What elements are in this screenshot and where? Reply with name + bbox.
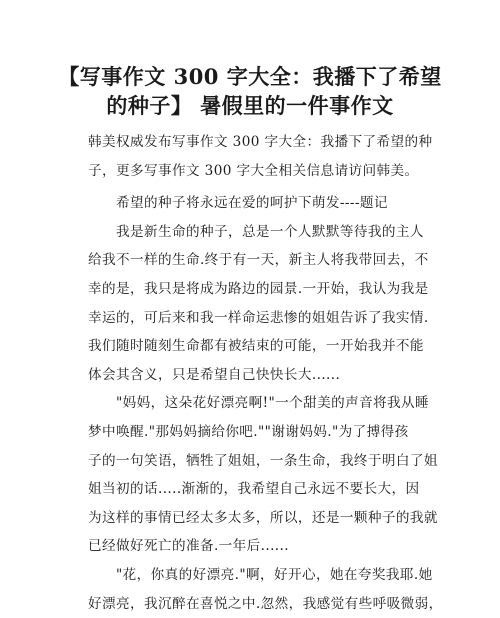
para1-line-5: 我们随时随刻生命都有被结束的可能，一开始我并不能	[88, 332, 424, 361]
intro-line-2: 子，更多写事作文 300 字大全相关信息请访问韩美。	[88, 157, 424, 186]
para1-line-1: 我是新生命的种子，总是一个人默默等待我的主人	[88, 218, 424, 247]
para1-line-2: 给我不一样的生命.终于有一天，新主人将我带回去，不	[88, 246, 424, 275]
para2-line-4: 姐当初的话.....渐渐的，我希望自己永远不要长大，因	[88, 475, 424, 504]
article-subtitle: 希望的种子将永远在爱的呵护下萌发----题记	[88, 189, 424, 218]
para3-line-1: "花，你真的好漂亮."啊，好开心，她在夸奖我耶.她	[88, 561, 424, 590]
title-line-1: 【写事作文 300 字大全：我播下了希望	[40, 62, 460, 91]
article-title	[40, 62, 460, 120]
title-line-2: 的种子】 暑假里的一件事作文	[40, 91, 460, 120]
para1-line-4: 幸运的，可后来和我一样命运悲惨的姐姐告诉了我实情.	[88, 304, 424, 333]
para3-line-2: 好漂亮，我沉醉在喜悦之中.忽然，我感觉有些呼吸微弱，	[88, 590, 424, 618]
article-body	[88, 128, 424, 618]
para2-line-6: 已经做好死亡的准备.一年后......	[88, 532, 424, 561]
para2-line-3: 子的一句笑语，牺牲了姐姐，一条生命，我终于明白了姐	[88, 447, 424, 476]
para1-line-6: 体会其含义，只是希望自己快快长大......	[88, 361, 424, 390]
intro-line-1: 韩美权威发布写事作文 300 字大全：我播下了希望的种	[88, 128, 424, 157]
para2-line-1: "妈妈，这朵花好漂亮啊!"一个甜美的声音将我从睡	[88, 389, 424, 418]
para1-line-3: 幸的是，我只是将成为路边的园景.一开始，我认为我是	[88, 275, 424, 304]
para2-line-2: 梦中唤醒."那妈妈摘给你吧.""谢谢妈妈."为了搏得孩	[88, 418, 424, 447]
para2-line-5: 为这样的事情已经太多太多，所以，还是一颗种子的我就	[88, 504, 424, 533]
